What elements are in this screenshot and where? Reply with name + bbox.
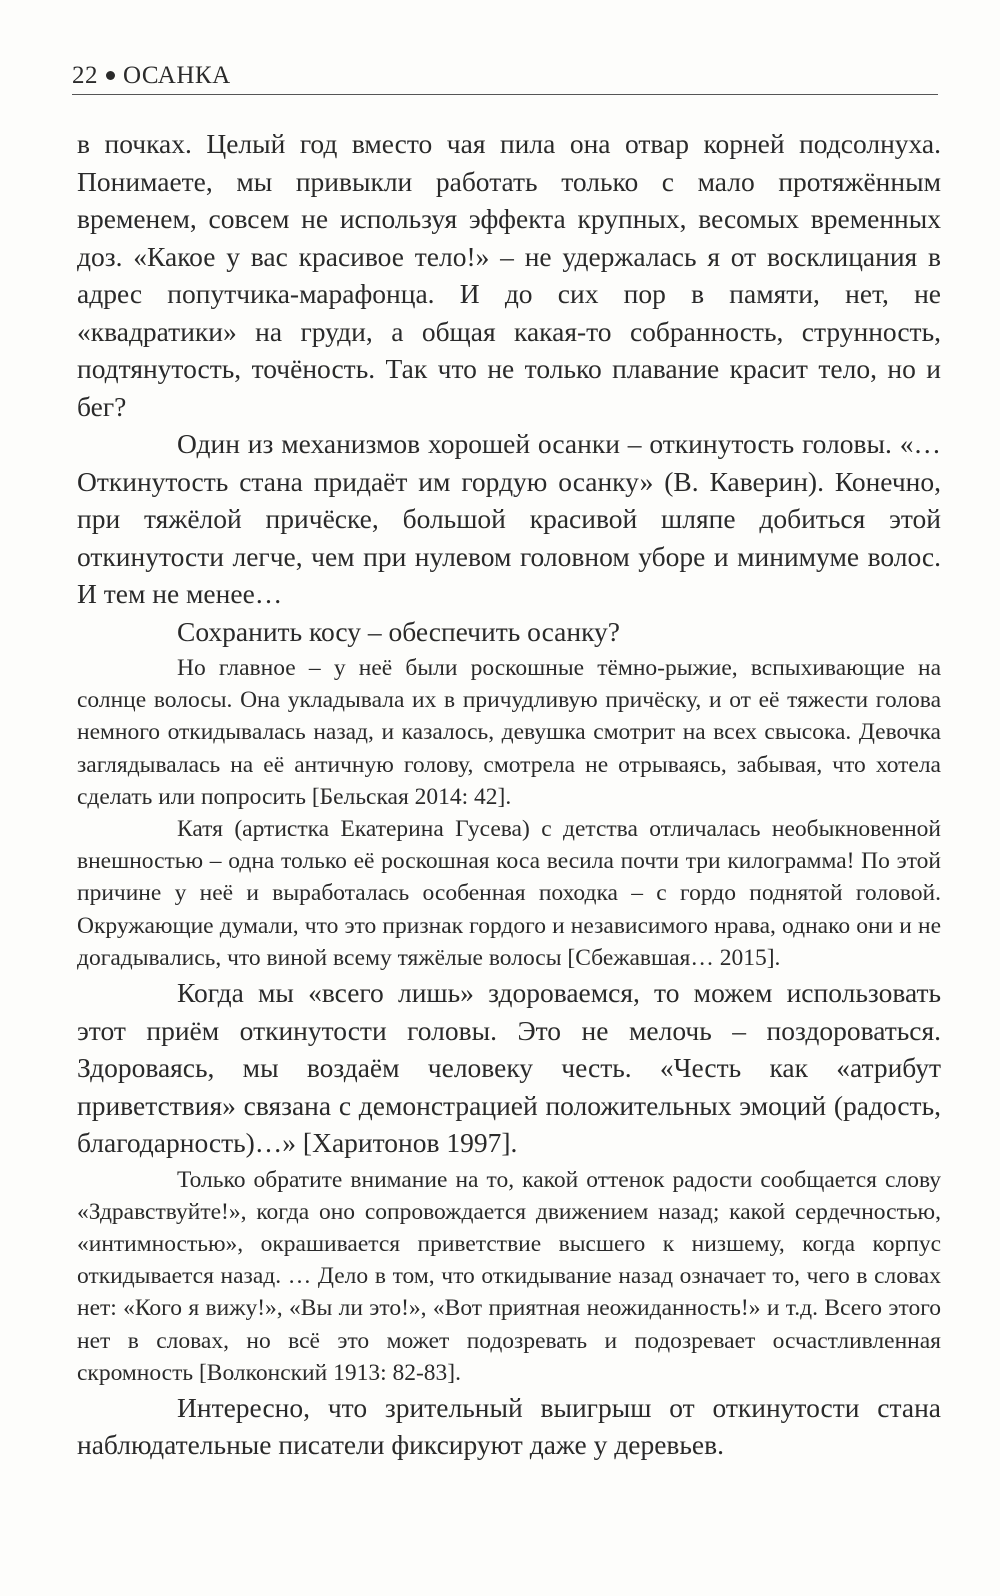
header-rule [72, 94, 938, 95]
quote-paragraph-3: Только обратите внимание на то, какой оттенок радости сообщается слову «Здравствуйте!», когда оно сопровождается движением назад; какой сердечностью, «интимностью», окрашивается приветствие высшего к низшему, когда корпус откидывается назад. … Дело в том, что откидывание назад означает то, чего в словах нет: «Кого я вижу!», «Вы ли это!», «Вот приятная неожиданность!» и т.д. Всего этого нет в словах, но всё это может подозревать и подозревает осчастливленная скромность [Волконский 1913: 82-83]. [77, 1166, 941, 1386]
paragraph-1: в почках. Целый год вместо чая пила она отвар корней подсолнуха. Понимаете, мы привыкли работать только с мало протяжённым временем, совсем не используя эффекта крупных, весомых временных доз. «Какое у вас красивое тело!» – не удержалась я от восклицания в адрес попутчика-марафонца. И до сих пор в памяти, нет, не «квадратики» на груди, а общая какая-то собранность, струнность, подтянутость, точёность. Так что не только плавание красит тело, но и бег? [77, 128, 941, 422]
quote-paragraph-1: Но главное – у неё были роскошные тёмно-рыжие, вспыхивающие на солнце волосы. Она укладывала их в причудливую причёску, и от её тяжести голова немного откидывалась назад, и казалось, девушка смотрит на всех свысока. Девочка заглядывалась на её античную голову, смотрела не отрываясь, забывая, что хотела сделать или попросить [Бельская 2014: 42]. [77, 655, 941, 810]
paragraph-4: Когда мы «всего лишь» здороваемся, то можем использовать этот приём откинутости головы. Это не мелочь – поздороваться. Здороваясь, мы воздаём человеку честь. «Честь как «атрибут приветствия» связана с демонстрацией положительных эмоций (радость, благодарность)…» [Харитонов 1997]. [77, 977, 941, 1159]
section-title: ОСАНКА [123, 62, 231, 89]
paragraph-2: Один из механизмов хорошей осанки – откинутость головы. «…Откинутость стана придаёт им гордую осанку» (В. Каверин). Конечно, при тяжёлой причёске, большой красивой шляпе добиться этой откинутости легче, чем при нулевом головном уборе и минимуме волос. И тем не менее… [77, 428, 941, 609]
page-number: 22 [72, 62, 98, 89]
paragraph-3: Сохранить косу – обеспечить осанку? [177, 615, 620, 647]
running-header [72, 62, 936, 90]
bullet-separator-icon [106, 71, 115, 80]
quote-paragraph-2: Катя (артистка Екатерина Гусева) с детства отличалась необыкновенной внешностью – одна только её роскошная коса весила почти три килограмма! По этой причине у неё и выработалась особенная походка – с гордо поднятой головой. Окружающие думали, что это признак гордого и независимого нрава, однако они и не догадывались, что виной всему тяжёлые волосы [Сбежавшая… 2015]. [77, 816, 941, 971]
paragraph-5: Интересно, что зрительный выигрыш от откинутости стана наблюдательные писатели фиксируют даже у деревьев. [77, 1391, 941, 1461]
page-body [77, 125, 941, 1464]
